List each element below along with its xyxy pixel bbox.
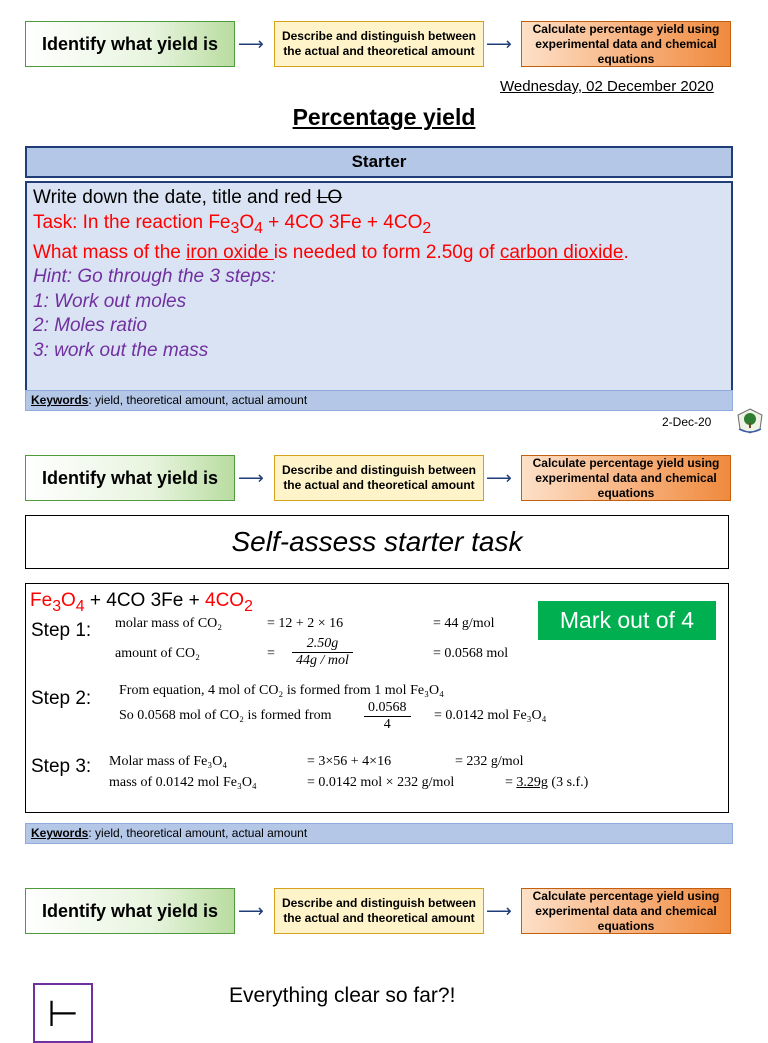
step-3-line-2: = 0.0142 mol × 232 g/mol [307, 775, 455, 790]
page-title: Percentage yield [292, 104, 476, 130]
objectives-row [0, 21, 768, 71]
step-3-label: Step 3: [31, 756, 92, 777]
subscript: 4 [75, 597, 85, 615]
instruction-text: Write down the date, title and red [33, 187, 317, 208]
question-text: is needed to form 2.50g of [273, 241, 500, 263]
equals-sign: = [505, 775, 513, 790]
task-text: Task: In the reaction Fe [33, 211, 231, 233]
arrow-icon: ⟶ [238, 468, 264, 488]
keywords-label: Keywords [31, 393, 89, 407]
step-2-line-2: = 0.0142 mol Fe₃O₄ [434, 708, 547, 723]
arrow-icon: ⟶ [238, 34, 264, 54]
fraction-denominator: 44g / mol [296, 653, 349, 668]
task-line [33, 211, 725, 241]
keywords-text: : yield, theoretical amount, actual amount [88, 826, 308, 840]
step-1-fraction [292, 636, 353, 669]
slide-date: 2-Dec-20 [662, 415, 712, 429]
hint-step-2: 2: Moles ratio [33, 315, 148, 337]
mark-badge: Mark out of 4 [538, 601, 716, 640]
self-assess-title: Self-assess starter task [25, 515, 729, 569]
step-3-line-1: Molar mass of Fe₃O₄ [109, 754, 228, 769]
equation-text: 3Fe + [150, 590, 205, 611]
task-text: O [239, 211, 255, 233]
subscript: 4 [254, 219, 263, 237]
hint-step-3: 3: work out the mass [33, 339, 209, 361]
equation-text: 4CO [205, 590, 245, 611]
keywords-bar [25, 390, 733, 411]
starter-heading: Starter [25, 146, 733, 178]
objective-describe: Describe and distinguish between the actual and theoretical amount [274, 21, 484, 67]
task-text: 3Fe + 4CO [328, 211, 423, 233]
equation-text: + 4CO [84, 590, 151, 611]
hint-step-1: 1: Work out moles [33, 290, 187, 312]
step-1-line-2: amount of CO₂ [115, 646, 200, 661]
arrow-icon: ⟶ [486, 34, 512, 54]
objective-describe: Describe and distinguish between the actual and theoretical amount [274, 455, 484, 501]
subscript: 3 [52, 597, 61, 615]
step-2-line-2: So 0.0568 mol of CO₂ is formed from [119, 708, 332, 723]
question-text: carbon dioxide [499, 241, 624, 263]
objective-identify: Identify what yield is [25, 455, 235, 501]
step-1-line-1: = 12 + 2 × 16 [267, 616, 344, 631]
check-icon: ⊢ [33, 983, 93, 1043]
hint-line: Hint: Go through the 3 steps: [33, 266, 276, 288]
objectives-row [0, 455, 768, 505]
question-text: What mass of the [33, 241, 187, 263]
keywords-bar [25, 823, 733, 844]
reaction-equation [30, 590, 253, 616]
objective-identify: Identify what yield is [25, 888, 235, 934]
arrow-icon: ⟶ [486, 901, 512, 921]
step-1-line-1: = 44 g/mol [433, 616, 495, 631]
step-1-label: Step 1: [31, 620, 92, 641]
step-2-fraction [364, 700, 411, 733]
lo-text: LO [316, 187, 343, 208]
school-logo [735, 407, 765, 435]
objective-identify: Identify what yield is [25, 21, 235, 67]
objective-calculate: Calculate percentage yield using experimental data and chemical equations [521, 888, 731, 934]
objective-calculate: Calculate percentage yield using experimental data and chemical equations [521, 455, 731, 501]
sig-figs-note: (3 s.f.) [547, 775, 589, 790]
objective-calculate: Calculate percentage yield using experimental data and chemical equations [521, 21, 731, 67]
keywords-label: Keywords [31, 826, 89, 840]
equation-text: Fe [30, 590, 53, 611]
question-text: iron oxide [186, 241, 274, 263]
fraction-numerator: 2.50g [292, 636, 353, 653]
arrow-icon: ⟶ [486, 468, 512, 488]
subscript: 2 [244, 597, 253, 615]
objectives-row [0, 888, 768, 938]
step-3-line-2 [505, 775, 588, 791]
step-3-line-1: = 232 g/mol [455, 754, 524, 769]
objective-describe: Describe and distinguish between the actual and theoretical amount [274, 888, 484, 934]
keywords-text: : yield, theoretical amount, actual amount [88, 393, 308, 407]
check-understanding-text: Everything clear so far?! [229, 984, 456, 1007]
subscript: 3 [230, 219, 240, 237]
question-line [33, 241, 725, 266]
step-1-line-1: molar mass of CO₂ [115, 616, 223, 631]
lesson-date: Wednesday, 02 December 2020 [500, 78, 714, 95]
step-3-line-1: = 3×56 + 4×16 [307, 754, 392, 769]
final-answer: 3.29g [516, 775, 548, 790]
step-1-line-2: = [267, 646, 275, 661]
step-2-line-1: From equation, 4 mol of CO₂ is formed from 1 mol Fe₃O₄ [119, 683, 444, 698]
fraction-denominator: 4 [383, 717, 391, 732]
step-2-label: Step 2: [31, 688, 92, 709]
task-text: + 4CO [262, 211, 329, 233]
equation-text: O [61, 590, 76, 611]
fraction-numerator: 0.0568 [364, 700, 411, 717]
subscript: 2 [422, 219, 432, 237]
arrow-icon: ⟶ [238, 901, 264, 921]
step-1-line-2: = 0.0568 mol [433, 646, 509, 661]
step-3-line-2: mass of 0.0142 mol Fe₃O₄ [109, 775, 257, 790]
starter-box [25, 181, 733, 404]
question-text: . [623, 241, 629, 263]
starter-instruction [33, 186, 725, 211]
